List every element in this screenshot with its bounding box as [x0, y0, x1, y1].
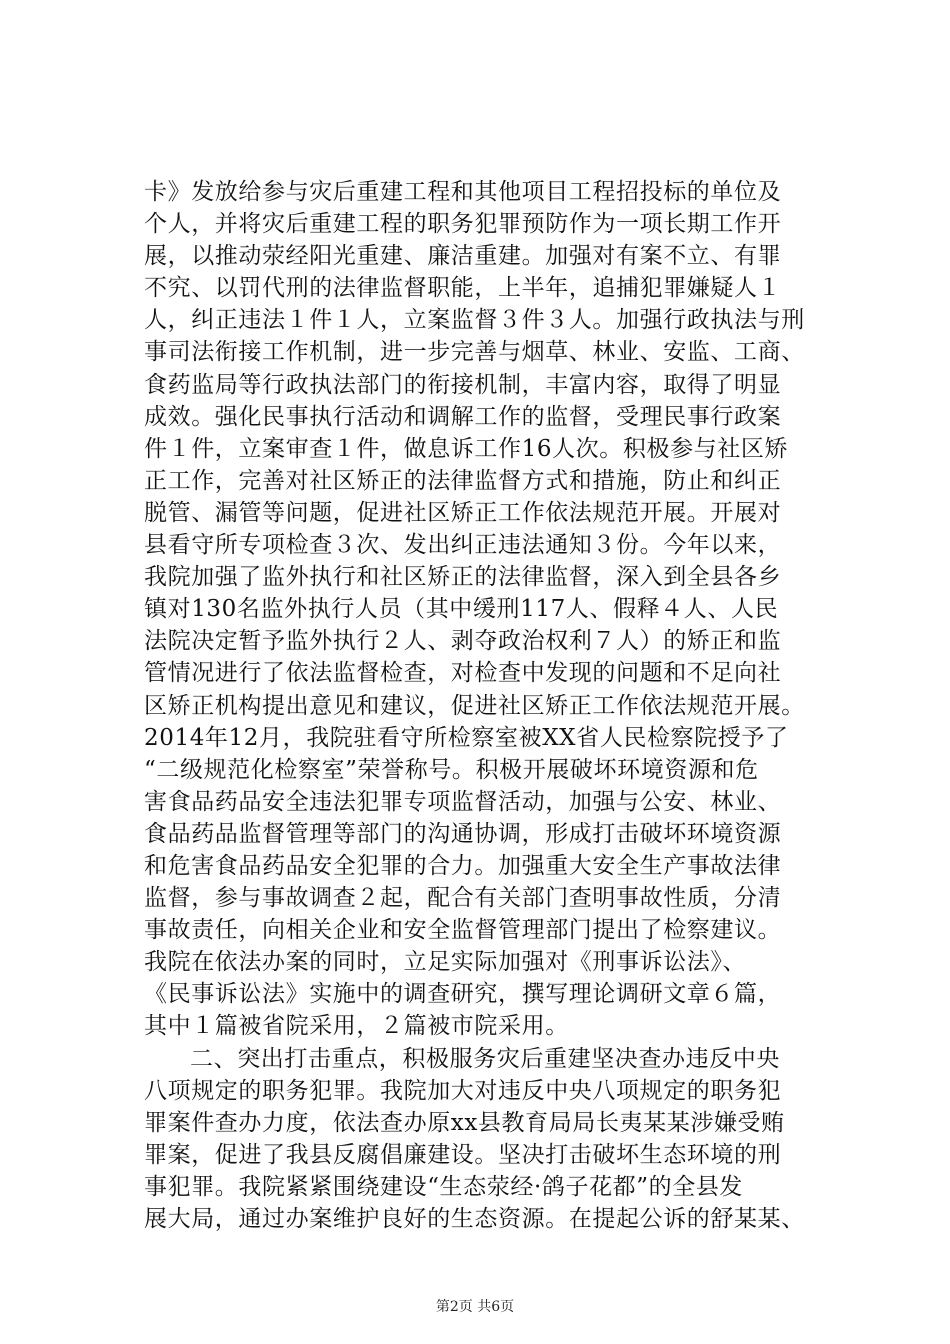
- text-line: 区矫正机构提出意见和建议，促进社区矫正工作依法规范开展。: [144, 692, 805, 719]
- text-line: 事司法衔接工作机制，进一步完善与烟草、林业、安监、工商、: [144, 339, 805, 366]
- text-line: 食药监局等行政执法部门的衔接机制，丰富内容，取得了明显: [144, 371, 782, 398]
- text-line: 和危害食品药品安全犯罪的合力。加强重大安全生产事故法律: [144, 852, 782, 879]
- text-line: “二级规范化检察室”荣誉称号。积极开展破坏环境资源和危: [144, 756, 759, 783]
- text-line: 县看守所专项检查３次、发出纠正违法通知３份。今年以来，: [144, 532, 782, 559]
- text-line: 事犯罪。我院紧紧围绕建设“生态荥经·鸽子花都”的全县发: [144, 1173, 744, 1200]
- text-line: 2014年12月，我院驻看守所检察室被XX省人民检察院授予了: [144, 724, 789, 751]
- text-line: 人，纠正违法１件１人，立案监督３件３人。加强行政执法与刑: [144, 307, 805, 334]
- text-line: 不究、以罚代刑的法律监督职能，上半年，追捕犯罪嫌疑人１: [144, 275, 782, 302]
- text-line: 件１件，立案审查１件，做息诉工作16人次。积极参与社区矫: [144, 435, 789, 462]
- text-line: 害食品药品安全违法犯罪专项监督活动，加强与公安、林业、: [144, 788, 782, 815]
- text-line: 卡》发放给参与灾后重建工程和其他项目工程招投标的单位及: [144, 179, 782, 205]
- text-line: 食品药品监督管理等部门的沟通协调，形成打击破坏环境资源: [144, 820, 782, 847]
- text-line: 我院在依法办案的同时，立足实际加强对《刑事诉讼法》、: [144, 949, 747, 976]
- text-line: 八项规定的职务犯罪。我院加大对违反中央八项规定的职务犯: [144, 1077, 782, 1104]
- text-line: 正工作，完善对社区矫正的法律监督方式和措施，防止和纠正: [144, 467, 782, 494]
- section-heading-line: 二、突出打击重点，积极服务灾后重建坚决查办违反中央: [190, 1045, 780, 1072]
- text-line: 监督，参与事故调查２起，配合有关部门查明事故性质，分清: [144, 885, 782, 912]
- text-line: 其中１篇被省院采用，２篇被市院采用。: [144, 1013, 569, 1040]
- body-text: [144, 176, 852, 1235]
- text-line: 展，以推动荥经阳光重建、廉洁重建。加强对有案不立、有罪: [144, 243, 782, 270]
- text-line: 事故责任，向相关企业和安全监督管理部门提出了检察建议。: [144, 917, 782, 944]
- text-line: 展大局，通过办案维护良好的生态资源。在提起公诉的舒某某、: [144, 1206, 805, 1232]
- text-line: 个人，并将灾后重建工程的职务犯罪预防作为一项长期工作开: [144, 211, 782, 238]
- text-line: 脱管、漏管等问题，促进社区矫正工作依法规范开展。开展对: [144, 499, 782, 526]
- text-line: 法院决定暂予监外执行２人、剥夺政治权利７人）的矫正和监: [144, 628, 782, 655]
- text-line: 罪案，促进了我县反腐倡廉建设。坚决打击破坏生态环境的刑: [144, 1141, 782, 1168]
- text-line: 《民事诉讼法》实施中的调查研究，撰写理论调研文章６篇，: [144, 981, 782, 1008]
- text-line: 镇对130名监外执行人员（其中缓刑117人、假释４人、人民: [144, 596, 779, 623]
- page-footer: 第2页 共6页: [435, 1299, 515, 1315]
- text-line: 罪案件查办力度，依法查办原xx县教育局局长夷某某涉嫌受贿: [144, 1109, 785, 1136]
- text-line: 我院加强了监外执行和社区矫正的法律监督，深入到全县各乡: [144, 564, 782, 591]
- text-line: 成效。强化民事执行活动和调解工作的监督，受理民事行政案: [144, 403, 782, 430]
- text-line: 管情况进行了依法监督检查，对检查中发现的问题和不足向社: [144, 660, 782, 687]
